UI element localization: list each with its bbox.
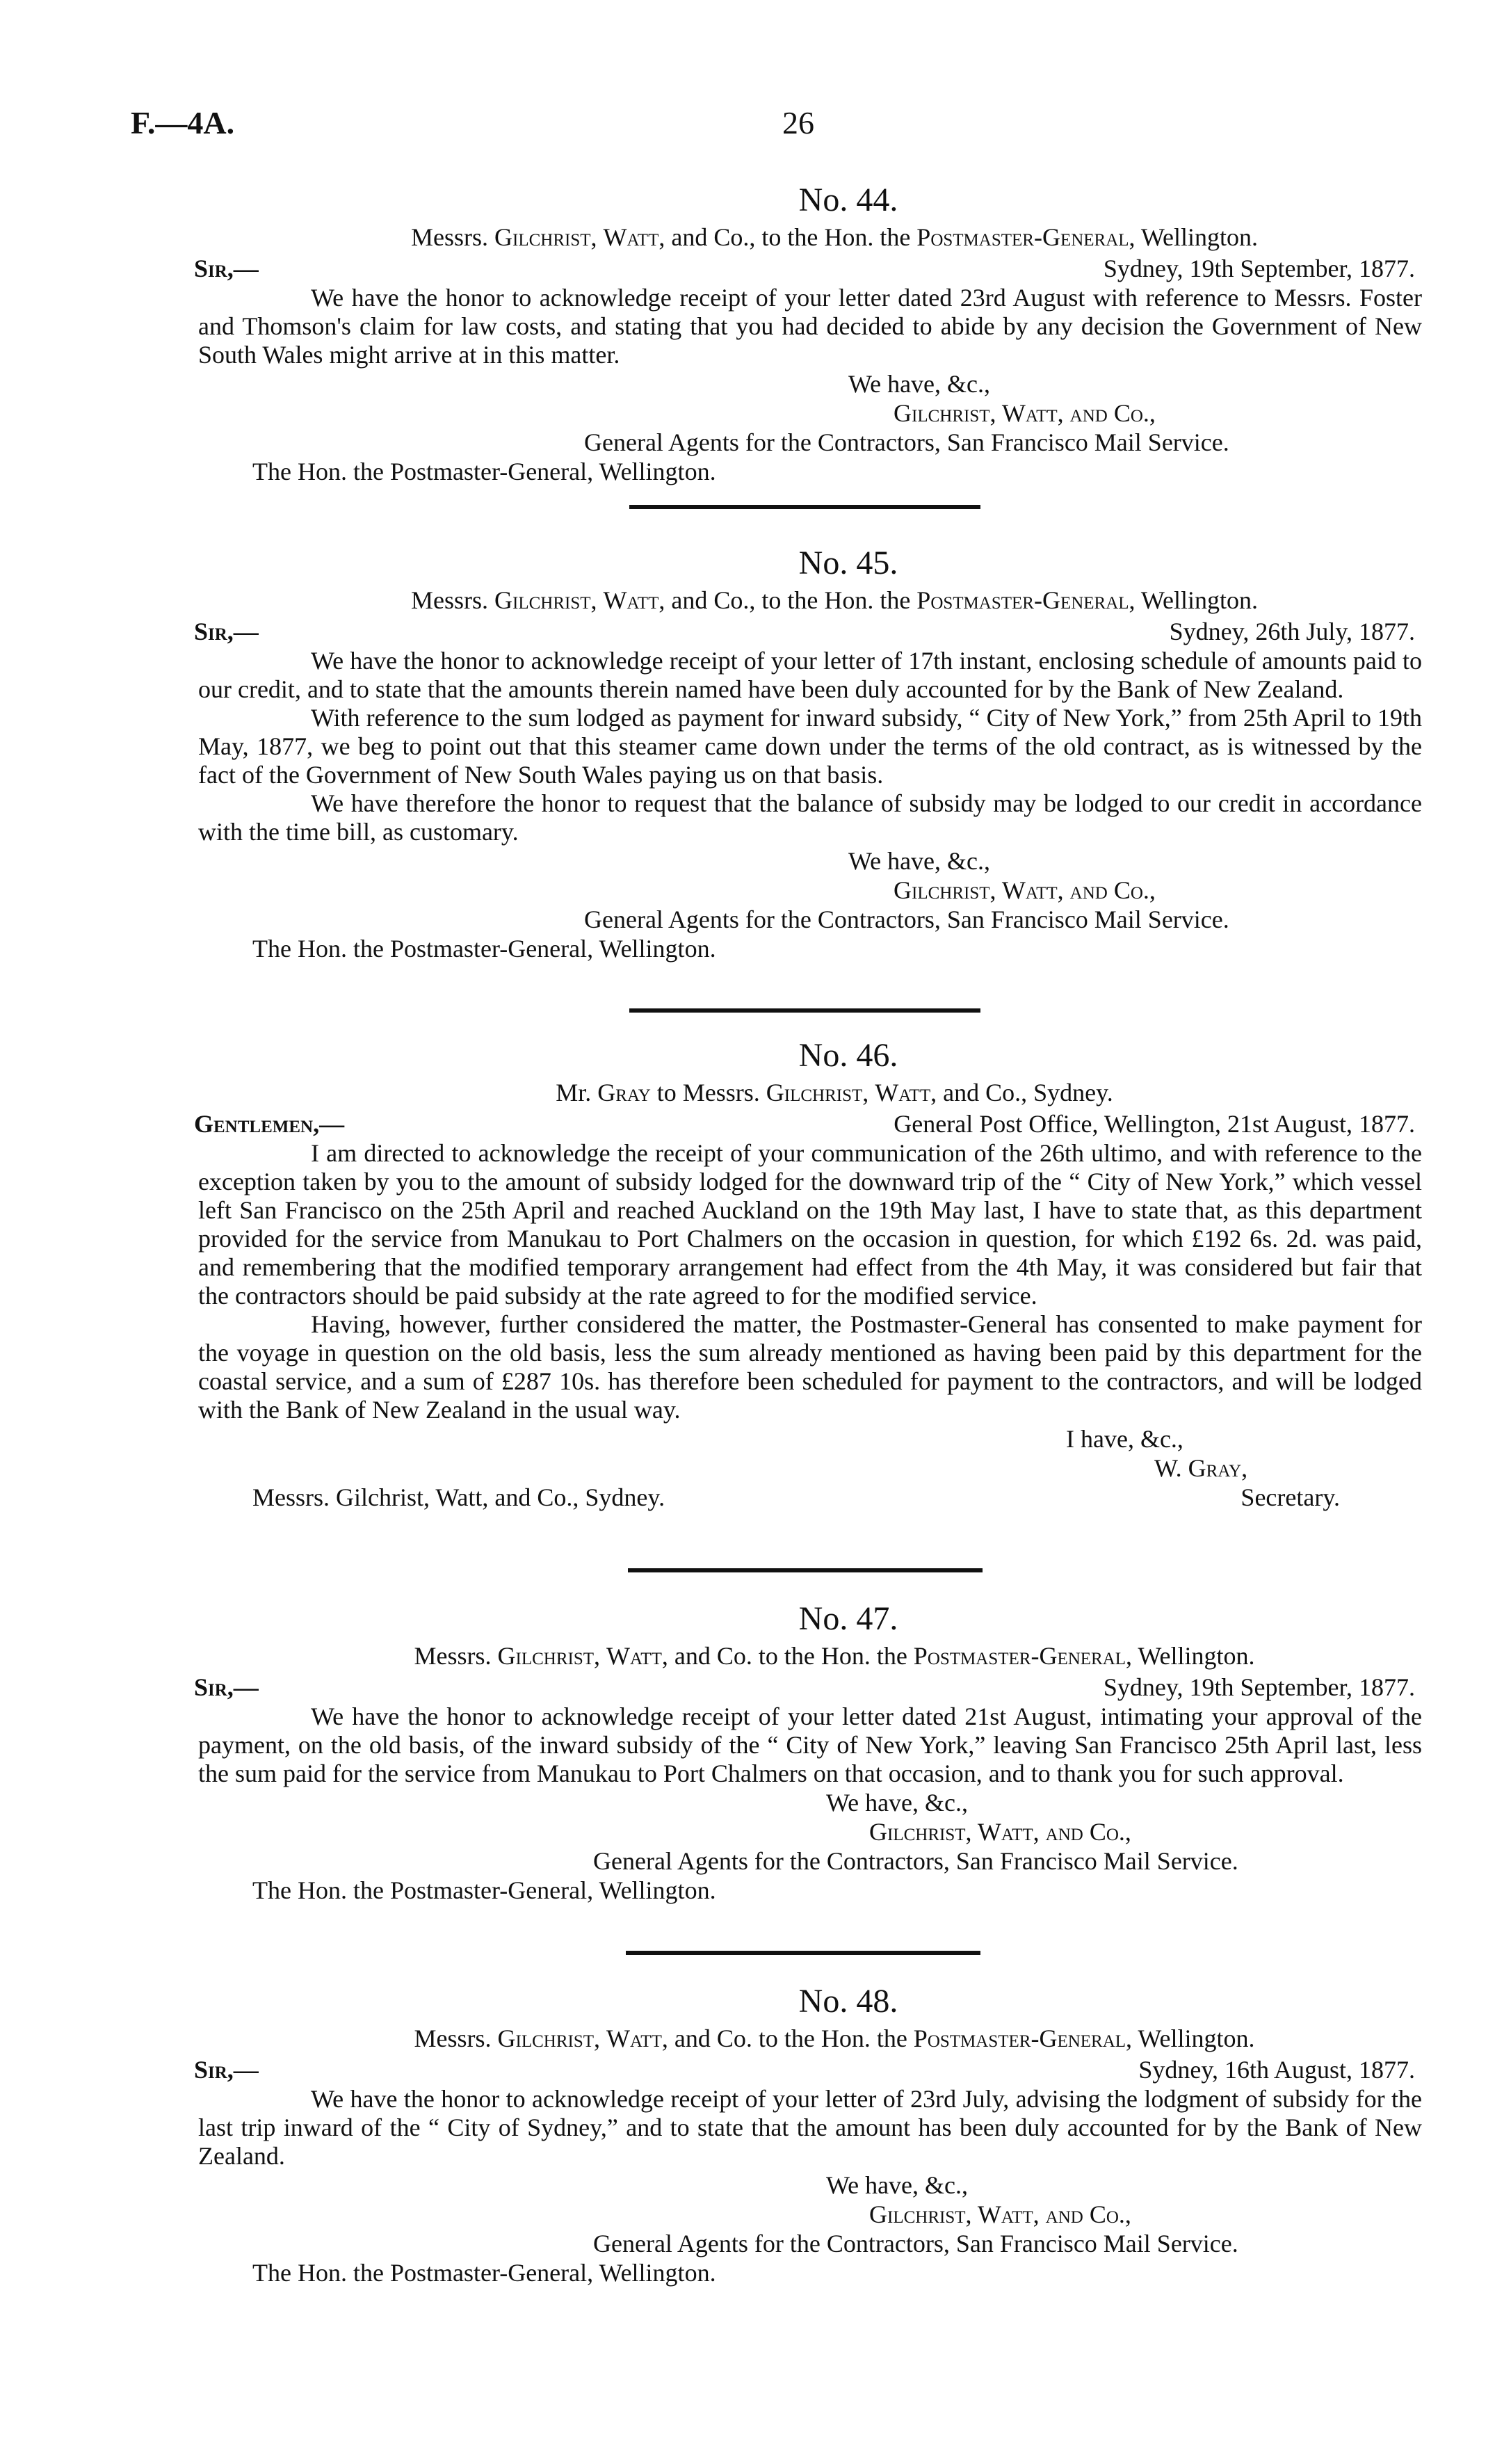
salutation: Sir,— [194, 618, 259, 645]
letter-number: No. 48. [798, 1983, 898, 2020]
signature: Gilchrist, Watt, and Co., [894, 399, 1156, 427]
addressee: The Hon. the Postmaster-General, Wellington. [252, 458, 716, 485]
letter-48 [194, 1981, 1422, 2287]
letter-number: No. 45. [798, 545, 898, 581]
paragraph: Having, however, further considered the matter, the Postmaster-General has consented to make payment for the voyage in question on the old basis, less the sum already mentioned as having been paid by this department for the coastal service, and a sum of £287 10s. has therefore been scheduled for payment to the contractors, and will be lodged with the Bank of New Zealand in the usual way. [198, 1310, 1422, 1424]
salutation: Gentlemen,— [194, 1110, 345, 1138]
section-divider [629, 1008, 980, 1013]
salutation-row [194, 1672, 1422, 1702]
paragraph: We have the honor to acknowledge receipt of your letter of 17th instant, enclosing schedule of amounts paid to our credit, and to state that the amounts therein named have been duly accounted for by the Bank of New Zealand. [198, 647, 1422, 703]
letter-body [198, 2085, 1422, 2171]
letter-44 [194, 179, 1422, 486]
paragraph: We have therefore the honor to request that the balance of subsidy may be lodged to our credit in accordance with the time bill, as customary. [198, 789, 1422, 846]
signer-title: General Agents for the Contractors, San Francisco Mail Service. [593, 1847, 1238, 1875]
page-number: 26 [782, 105, 814, 140]
salutation-row [194, 253, 1422, 284]
letter-title: Messrs. Gilchrist, Watt, and Co., to the Hon. the Postmaster-General, Wellington. [411, 223, 1258, 251]
dateline: Sydney, 19th September, 1877. [1103, 1673, 1415, 1701]
letter-title: Mr. Gray to Messrs. Gilchrist, Watt, and Co., Sydney. [556, 1079, 1113, 1106]
closing: We have, &c., [848, 370, 991, 398]
letter-body [198, 647, 1422, 846]
letter-47 [194, 1598, 1422, 1905]
dateline: Sydney, 16th August, 1877. [1138, 2056, 1415, 2084]
addressee: The Hon. the Postmaster-General, Wellington. [252, 1876, 716, 1904]
closing: We have, &c., [826, 1789, 969, 1817]
closing: We have, &c., [826, 2171, 969, 2199]
letter-46 [194, 1035, 1422, 1512]
letter-number: No. 46. [798, 1037, 898, 1074]
signature: Gilchrist, Watt, and Co., [869, 2200, 1131, 2228]
letter-number: No. 44. [798, 182, 898, 218]
salutation: Sir,— [194, 255, 259, 282]
salutation: Sir,— [194, 1673, 259, 1701]
signer-title: Secretary. [1241, 1483, 1340, 1511]
letter-body [198, 1139, 1422, 1424]
addressee: The Hon. the Postmaster-General, Wellington. [252, 2259, 716, 2287]
addressee: The Hon. the Postmaster-General, Wellington. [252, 935, 716, 963]
section-divider [626, 1951, 980, 1955]
signer-title: General Agents for the Contractors, San Francisco Mail Service. [593, 2230, 1238, 2257]
letter-body [198, 284, 1422, 369]
letter-title: Messrs. Gilchrist, Watt, and Co. to the Hon. the Postmaster-General, Wellington. [414, 2024, 1255, 2052]
salutation-row [194, 1109, 1422, 1139]
signature: Gilchrist, Watt, and Co., [869, 1818, 1131, 1846]
paper-reference: F.—4A. [131, 105, 235, 140]
paragraph: We have the honor to acknowledge receipt of your letter dated 23rd August with reference to Messrs. Foster and Thomson's claim for law costs, and stating that you had decided to abide by any decision the Government of New South Wales might arrive at in this matter. [198, 284, 1422, 369]
dateline: Sydney, 19th September, 1877. [1103, 255, 1415, 282]
signer-title: General Agents for the Contractors, San Francisco Mail Service. [584, 905, 1229, 933]
paragraph: We have the honor to acknowledge receipt of your letter dated 21st August, intimating your approval of the payment, on the old basis, of the inward subsidy of the “ City of New York,” leaving San Francisco 25th April last, less the sum paid for the service from Manukau to Port Chalmers on that occasion, and to thank you for such approval. [198, 1702, 1422, 1787]
signature: Gilchrist, Watt, and Co., [894, 876, 1156, 904]
salutation-row [194, 2054, 1422, 2085]
closing: I have, &c., [1066, 1425, 1183, 1453]
letter-45 [194, 542, 1422, 963]
signer-title: General Agents for the Contractors, San Francisco Mail Service. [584, 428, 1229, 456]
signature: W. Gray, [1154, 1454, 1248, 1482]
section-divider [628, 1568, 983, 1572]
letter-number: No. 47. [798, 1600, 898, 1637]
salutation: Sir,— [194, 2056, 259, 2084]
paragraph: With reference to the sum lodged as payment for inward subsidy, “ City of New York,” from 25th April to 19th May, 1877, we beg to point out that this steamer came down under the terms of the old contract, as is witnessed by the fact of the Government of New South Wales paying us on that basis. [198, 704, 1422, 789]
paragraph: I am directed to acknowledge the receipt of your communication of the 26th ultimo, and with reference to the exception taken by you to the amount of subsidy lodged for the downward trip of the “ City of New York,” which vessel left San Francisco on the 25th April and reached Auckland on the 19th May last, I have to state that, as this department provided for the service from Manukau to Port Chalmers on the occasion in question, for which £192 6s. 2d. was paid, and remembering that the modified temporary arrangement had effect from the 4th May, it was considered but fair that the contractors should be paid subsidy at the rate agreed to for the modified service. [198, 1139, 1422, 1310]
letter-body [198, 1702, 1422, 1788]
dateline: Sydney, 26th July, 1877. [1169, 618, 1415, 645]
addressee: Messrs. Gilchrist, Watt, and Co., Sydney. [252, 1483, 665, 1511]
dateline: General Post Office, Wellington, 21st August, 1877. [894, 1110, 1415, 1138]
letter-title: Messrs. Gilchrist, Watt, and Co., to the Hon. the Postmaster-General, Wellington. [411, 586, 1258, 614]
section-divider [629, 505, 980, 509]
paragraph: We have the honor to acknowledge receipt of your letter of 23rd July, advising the lodgment of subsidy for the last trip inward of the “ City of Sydney,” and to state that the amount has been duly accounted for by the Bank of New Zealand. [198, 2085, 1422, 2170]
addressee-row [198, 1483, 1422, 1512]
closing: We have, &c., [848, 847, 991, 875]
letter-title: Messrs. Gilchrist, Watt, and Co. to the Hon. the Postmaster-General, Wellington. [414, 1642, 1255, 1670]
salutation-row [194, 616, 1422, 647]
